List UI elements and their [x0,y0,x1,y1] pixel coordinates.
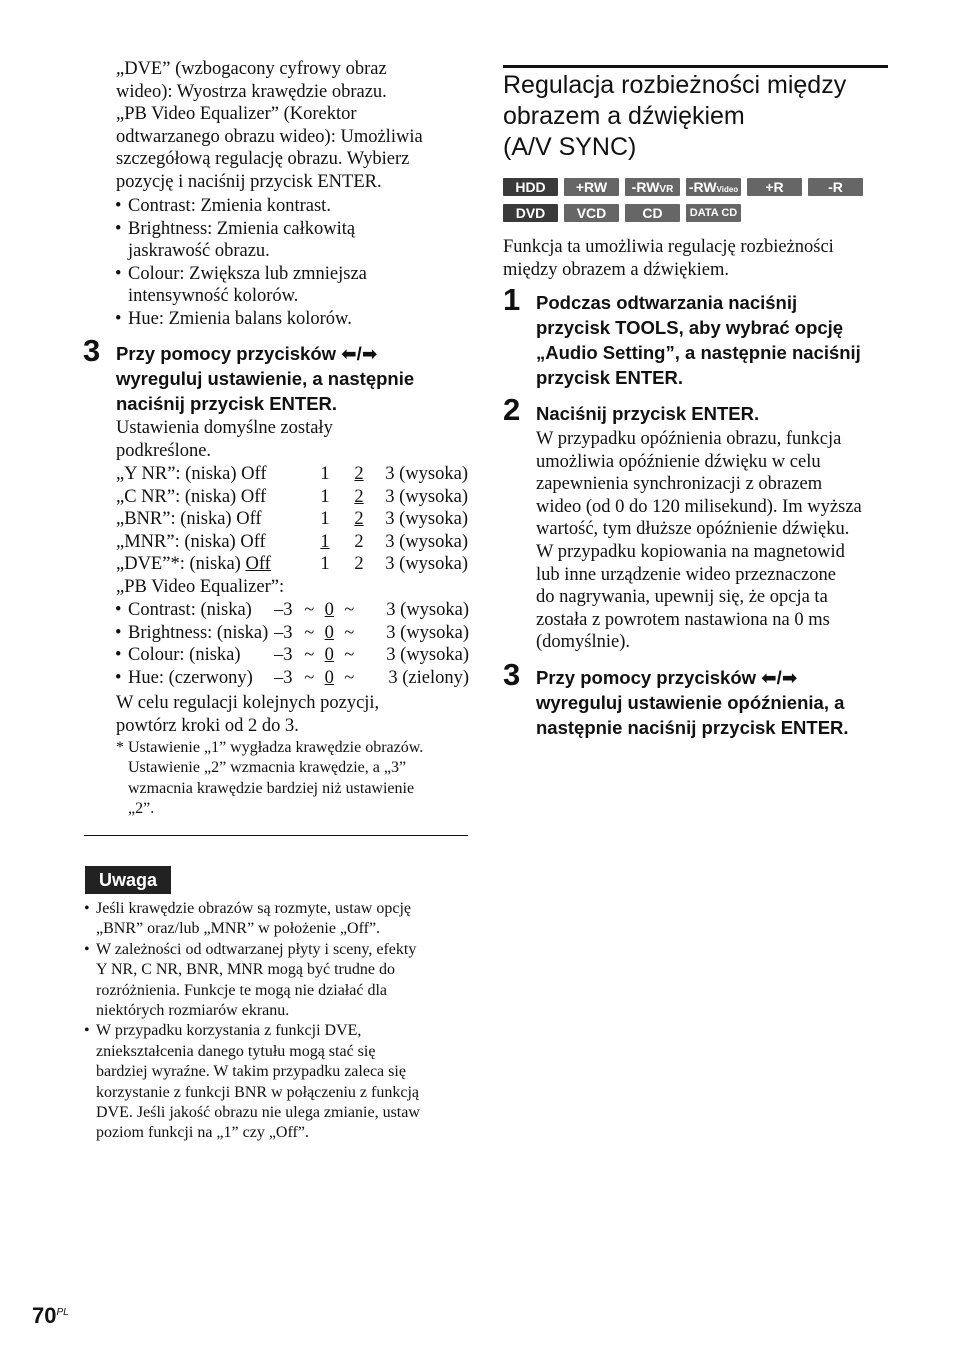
plus-rw-badge: +RW [564,178,619,196]
text-line: odtwarzanego obrazu wideo): Umożliwia [116,126,423,147]
list-item: • W przypadku korzystania z funkcji DVE, zniekształcenia danego tytułu mogą stać się bardziej wyraźne. W takim przypadku zaleca się korzystanie z funkcji BNR w połączeniu z funkcją DVE. Jeśli jakość obrazu nie ulega zmianie, ustaw poziom funkcji na „1” czy „Off”. [84,1021,474,1143]
hdd-badge: HDD [503,178,558,196]
step-heading: Naciśnij przycisk ENTER. [536,403,760,424]
left-right-arrow-icon: ⬅/➡ [761,667,798,688]
list-item: • Contrast: Zmienia kontrast. [115,195,475,218]
list-item: • Jeśli krawędzie obrazów są rozmyte, ustaw opcję „BNR” oraz/lub „MNR” w położenie „Off”. [84,899,474,940]
dvd-badge: DVD [503,204,558,222]
page-number: $70^{PL}$ [32,1303,69,1328]
step-number: 3 [503,657,521,692]
text-line: pozycję i naciśnij przycisk ENTER. [116,171,382,192]
step-body: W przypadku opóźnienia obrazu, funkcja umożliwia opóźnienie dźwięku w celu zapewnienia synchronizacji z obrazem wideo (od 0 do 120 milisekund). Im wyższa wartość, tym dłuższe opóźnienie dźwięku. W przypadku kopiowania na magnetowid lub inne urządzenie wideo przeznaczone do nagrywania, upewnij się, że opcja ta została z powrotem nastawiona na 0 ms (domyślnie). [536,429,862,653]
pb-table [115,599,469,689]
right-intro: Funkcja ta umożliwia regulację rozbieżności między obrazem a dźwiękiem. [503,237,834,280]
minus-rw-video-badge: -RWVideo [686,178,741,196]
settings-table [116,463,468,576]
left-intro [116,58,476,194]
table-row: • Contrast: (niska) –3 ~ 0 ~ 3 (wysoka) [115,600,469,620]
section-title: Regulacja rozbieżności między obrazem a dźwiękiem (A/V SYNC) [503,71,847,161]
step-number: 1 [503,282,521,317]
table-row: • Brightness: (niska) –3 ~ 0 ~ 3 (wysoka) [115,622,469,643]
step-heading: Przy pomocy przycisków ⬅/➡ wyreguluj ustawienie, a następnie naciśnij przycisk ENTER. [116,343,415,414]
repeat-note: W celu regulacji kolejnych pozycji, powtórz kroki od 2 do 3. [116,693,380,736]
data-cd-badge: DATA CD [686,204,741,222]
table-row: „DVE”*: (niska) Off 1 2 3 (wysoka) [116,554,468,575]
minus-rw-vr-badge: -RWVR [625,178,680,196]
step-heading: Podczas odtwarzania naciśnij przycisk TOOLS, aby wybrać opcję „Audio Setting”, a następnie naciśnij przycisk ENTER. [536,292,861,388]
pb-label: „PB Video Equalizer”: [116,577,285,597]
list-item: • Hue: Zmienia balans kolorów. [115,308,475,331]
table-row: „BNR”: (niska) Off 1 2 3 (wysoka) [116,509,468,530]
table-row: • Colour: (niska) –3 ~ 0 ~ 3 (wysoka) [115,645,469,666]
list-item: • Colour: Zwiększa lub zmniejsza intensywność kolorów. [115,263,475,308]
disc-badges-row2 [503,204,883,222]
text-line: „PB Video Equalizer” (Korektor [116,104,357,125]
step-number: 3 [83,333,101,368]
left-bullets [115,195,475,331]
footnote: * Ustawienie „1” wygładza krawędzie obrazów. Ustawienie „2” wzmacnia krawędzie, a „3” wzmacnia krawędzie bardziej niż ustawienie „2”. [116,739,424,818]
table-row: • Hue: (czerwony) –3 ~ 0 ~ 3 (zielony) [115,667,469,688]
text-line: wideo): Wyostrza krawędzie obrazu. [116,81,387,102]
note-title: Uwaga [85,866,171,894]
minus-r-badge: -R [808,178,863,196]
table-row: „C NR”: (niska) Off 1 2 3 (wysoka) [116,486,468,507]
vcd-badge: VCD [564,204,619,222]
list-item: • Brightness: Zmienia całkowitą jaskrawość obrazu. [115,218,475,263]
text-line: szczegółową regulację obrazu. Wybierz [116,149,410,170]
step-number: 2 [503,392,521,427]
list-item: • W zależności od odtwarzanej płyty i sceny, efekty Y NR, C NR, BNR, MNR mogą być trudne do rozróżnienia. Funkcje te mogą nie działać dla niektórych rozmiarów ekranu. [84,940,474,1022]
table-row: „Y NR”: (niska) Off 1 2 3 (wysoka) [116,464,468,484]
plus-r-badge: +R [747,178,802,196]
table-row: „MNR”: (niska) Off 1 2 3 (wysoka) [116,531,468,552]
step-heading: Przy pomocy przycisków ⬅/➡ wyreguluj ustawienie opóźnienia, a następnie naciśnij przycisk ENTER. [536,667,849,738]
text-line: „DVE” (wzbogacony cyfrowy obraz [116,59,387,79]
title-rule [503,65,888,68]
default-note: Ustawienia domyślne zostały podkreślone. [116,418,333,461]
note-list [84,899,474,1144]
cd-badge: CD [625,204,680,222]
divider [84,835,468,836]
left-right-arrow-icon: ⬅/➡ [341,343,378,364]
disc-badges-row1 [503,178,883,196]
